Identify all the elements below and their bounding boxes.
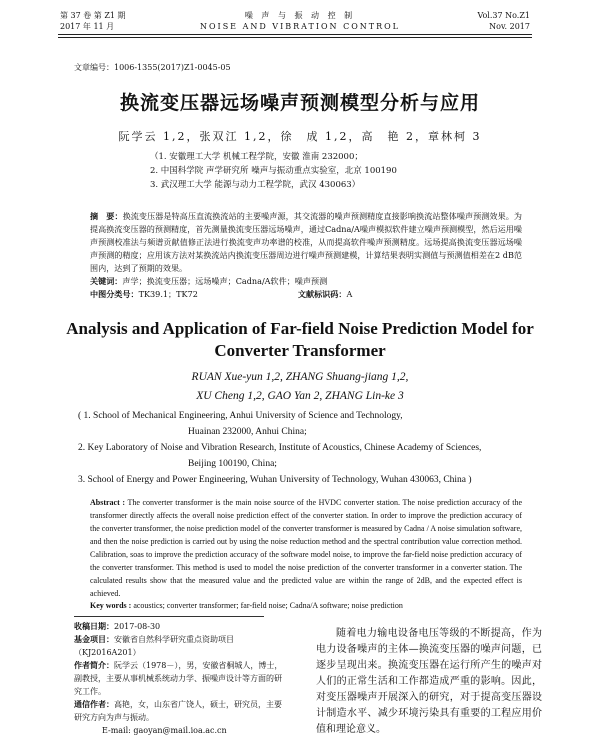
footnote-received <box>74 620 284 633</box>
keywords-cn <box>90 275 522 288</box>
abstract-en <box>90 496 522 600</box>
contact-email: E-mail: gaoyan@mail.ioa.ac.cn <box>102 726 227 735</box>
affiliations-en <box>78 408 548 488</box>
affiliation-cn-1: （1. 安徽理工大学 机械工程学院，安徽 淮南 232000； <box>150 152 363 162</box>
intro-paragraph: 随着电力输电设备电压等级的不断提高，作为电力设备噪声的主体—换流变压器的噪声问题，已逐步呈现出来。换流变压器在运行所产生的噪声对人们的正常生活和工作都造成严重的影响。因此，对变压器噪声开展深入的研究，对于提高变压器设计制造水平、减少环境污染具有重要的工程应用价值和理论意义。 <box>316 628 542 735</box>
journal-header <box>0 0 600 46</box>
doc-code-label: 文献标识码： <box>297 289 347 299</box>
affiliation-cn-3: 3. 武汉理工大学 能源与动力工程学院，武汉 430063） <box>150 180 361 190</box>
affiliation-en-2b: Beijing 100190, China; <box>188 459 277 469</box>
affiliation-cn-2: 2. 中国科学院 声学研究所 噪声与振动重点实验室，北京 100190 <box>150 166 397 176</box>
journal-name-en: NOISE AND VIBRATION CONTROL <box>199 22 400 31</box>
affiliation-en-3: 3. School of Energy and Power Engineering, Wuhan University of Technology, Wuhan 430063, China ) <box>78 475 472 485</box>
abstract-cn-paragraph <box>90 210 522 275</box>
footnote-contact <box>74 698 284 724</box>
header-rule-thick <box>58 34 532 35</box>
authors-en-line1: RUAN Xue-yun 1,2, ZHANG Shuang-jiang 1,2, <box>191 371 409 383</box>
keywords-cn-label: 关键词： <box>90 276 123 286</box>
fund-text: 安徽省自然科学研究重点资助项目（KJ2016A201） <box>74 635 234 657</box>
footnote-fund <box>74 633 284 659</box>
article-number: 文章编号：1006-1355(2017)Z1-0045-05 <box>74 63 231 72</box>
header-left <box>60 10 126 32</box>
title-en <box>0 318 600 362</box>
authors-en-line2: XU Cheng 1,2, GAO Yan 2, ZHANG Lin-ke 3 <box>196 390 404 402</box>
clc-label: 中图分类号： <box>90 289 139 299</box>
title-cn: 换流变压器远场噪声预测模型分析与应用 <box>119 92 480 114</box>
affiliation-en-2a: 2. Key Laboratory of Noise and Vibration Research, Institute of Acoustics, Chinese Academy of Sciences, <box>78 443 482 453</box>
volume-issue: 第 37 卷 第 Z1 期 <box>60 11 126 20</box>
keywords-en-label: Key words : <box>90 601 132 610</box>
header-right <box>477 10 530 32</box>
classification-row <box>90 288 522 301</box>
doc-code-value: A <box>346 289 353 299</box>
author-bio-label: 作者简介： <box>74 660 114 670</box>
keywords-cn-text: 声学；换流变压器；远场噪声；Cadna/A软件；噪声预测 <box>122 276 328 286</box>
header-rule-thin <box>58 37 532 38</box>
affiliations-cn <box>150 150 397 192</box>
affiliation-en-1b: Huainan 232000, Anhui China; <box>188 427 307 437</box>
footnote-rule <box>74 616 264 617</box>
footnotes <box>74 620 284 737</box>
authors-en <box>0 368 600 406</box>
publish-date-en: Nov. 2017 <box>489 22 530 31</box>
author-bio-text: 阮学云（1978－），男，安徽省桐城人，博士，副教授，主要从事机械系统动力学、振噪声设计等方面的研究工作。 <box>74 661 283 696</box>
contact-text: 高艳，女，山东省广饶人，硕士，研究员，主要研究方向为声与振动。 <box>74 700 282 722</box>
abstract-en-text: The converter transformer is the main noise source of the HVDC converter station. The noise prediction accuracy of the transformer directly affects the overall noise prediction effect of the converter station. In order to improve the prediction accuracy of the converter transformer, the noise prediction model of the converter transformer is measured by Cadna / A noise simulation software, and then the noise prediction is carried out by using the noise reduction method and the spectral contribution value correction method. Calibration, soas to improve the prediction accuracy of the software model noise, to improve the far-field noise prediction accuracy of the converter transformer. This method is used to model the noise prediction of the converter transformer in a converter station. The calculated results show that the measured value and the predicted value are within the range of 2dB, and the expected effect is achieved. <box>90 498 523 598</box>
abstract-cn-text: 换流变压器是特高压直流换流站的主要噪声源，其交流器的噪声预测精度直接影响换流站整体噪声预测效果。为提高换流变压器的预测精度，首先测量换流变压器远场噪声，通过Cadna/A噪声模拟软件建立噪声预测模型，然后运用噪声预测校准法与频谱贡献值修正法进行换流变声功率谱的校准，从而提高软件噪声预测精度。远场提高换流变压器远场噪声预测的精度；应用该方法对某换流站内换流变压器周边进行噪声预测建模，计算结果表明实测值与预测值相差在2 dB范围内，达到了预期的效果。 <box>90 211 522 273</box>
abstract-cn <box>90 210 522 301</box>
publish-date-cn: 2017 年 11 月 <box>60 22 115 31</box>
title-en-line1: Analysis and Application of Far-field Noise Prediction Model for <box>66 319 534 338</box>
title-en-line2: Converter Transformer <box>214 341 386 360</box>
received-label: 收稿日期： <box>74 621 114 631</box>
contact-label: 通信作者： <box>74 699 114 709</box>
abstract-en-label: Abstract : <box>90 498 126 507</box>
header-center <box>180 10 420 32</box>
fund-label: 基金项目： <box>74 634 114 644</box>
abstract-cn-label: 摘 要： <box>90 211 123 221</box>
journal-name-cn: 噪 声 与 振 动 控 制 <box>244 11 356 20</box>
footnote-author <box>74 659 284 698</box>
authors-cn: 阮学云 1,2，张双江 1,2，徐 成 1,2，高 艳 2，章林柯 3 <box>118 130 482 143</box>
affiliation-en-1a: ( 1. School of Mechanical Engineering, Anhui University of Science and Technology, <box>78 411 403 421</box>
keywords-en <box>90 601 522 610</box>
volume-en: Vol.37 No.Z1 <box>477 11 530 20</box>
clc-value: TK39.1；TK72 <box>138 289 198 299</box>
keywords-en-text: acoustics; converter transformer; far-field noise; Cadna/A software; noise prediction <box>133 601 403 610</box>
received-date: 2017-08-30 <box>114 622 161 631</box>
